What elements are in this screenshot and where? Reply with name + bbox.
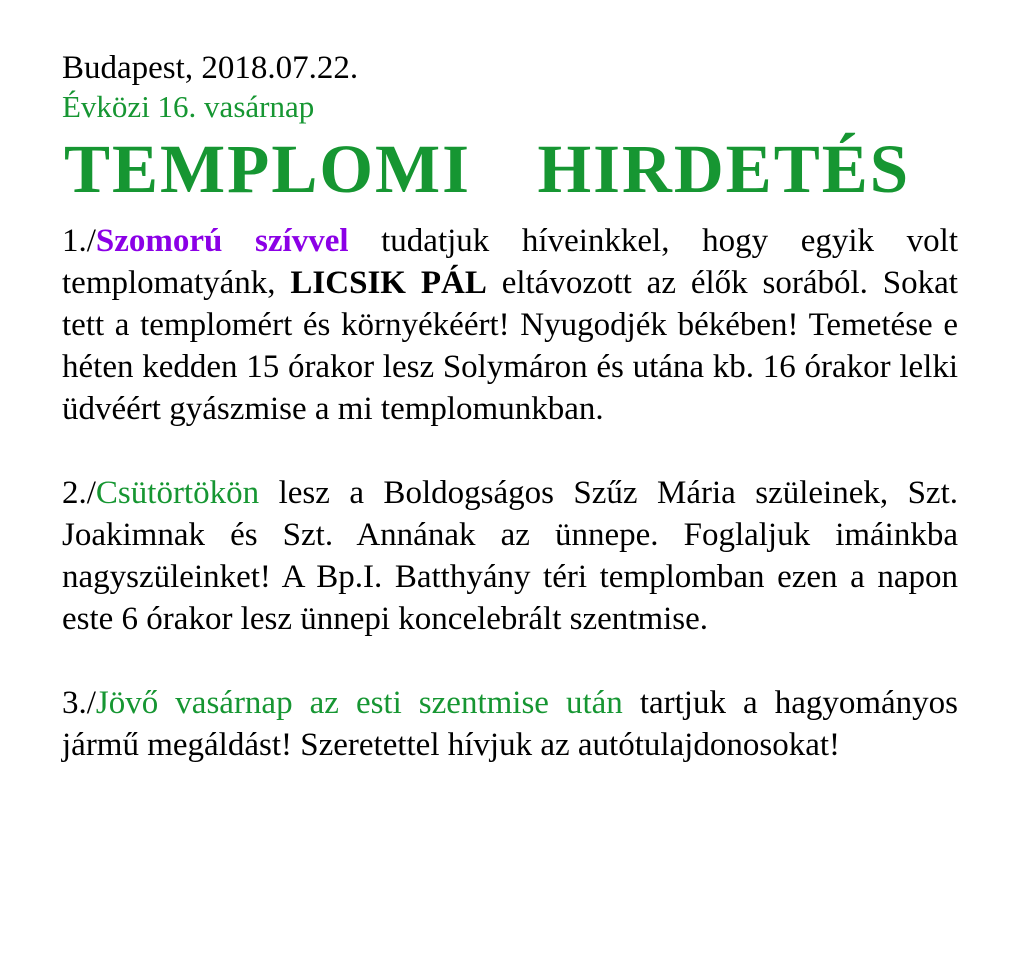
- announcement-3-rest: tartjuk a hagyományos jármű megáldást! Szeretettel hívjuk az autótulajdonosokat!: [62, 685, 959, 764]
- announcement-1-highlight: Szomorú szívvel: [95, 223, 349, 260]
- announcement-3-highlight: Jövő vasárnap az esti szentmise után: [95, 685, 623, 722]
- season-line: Évközi 16. vasárnap: [62, 89, 315, 124]
- announcement-3: [62, 682, 958, 766]
- page-title: TEMPLOMI HIRDETÉS: [64, 131, 911, 207]
- announcement-1: [62, 220, 958, 430]
- announcement-1-text: tudatjuk híveinkkel, hogy egyik volt templomatyánk,: [62, 223, 958, 302]
- announcement-1-number: 1./: [62, 223, 96, 260]
- date-line: Budapest, 2018.07.22.: [62, 50, 359, 86]
- announcement-2: [62, 472, 958, 640]
- announcement-1-deceased-name: LICSIK PÁL: [290, 265, 487, 302]
- announcement-2-rest: lesz a Boldogságos Szűz Mária szüleinek, Szt. Joakimnak és Szt. Annának az ünnepe. Foglaljuk imáinkba nagyszüleinket! A Bp.I. Batthyány téri templomban ezen a napon este 6 órakor lesz ünnepi koncelebrált szentmise.: [62, 475, 958, 638]
- announcement-2-number: 2./: [62, 475, 96, 512]
- announcement-2-highlight: Csütörtökön: [95, 475, 260, 512]
- announcement-1-rest: eltávozott az élők sorából. Sokat tett a templomért és környékéért! Nyugodjék békében! Temetése e héten kedden 15 órakor lesz Solymáron és utána kb. 16 órakor lelki üdvéért gyászmise a mi templomunkban.: [62, 265, 958, 428]
- announcement-3-number: 3./: [62, 685, 96, 722]
